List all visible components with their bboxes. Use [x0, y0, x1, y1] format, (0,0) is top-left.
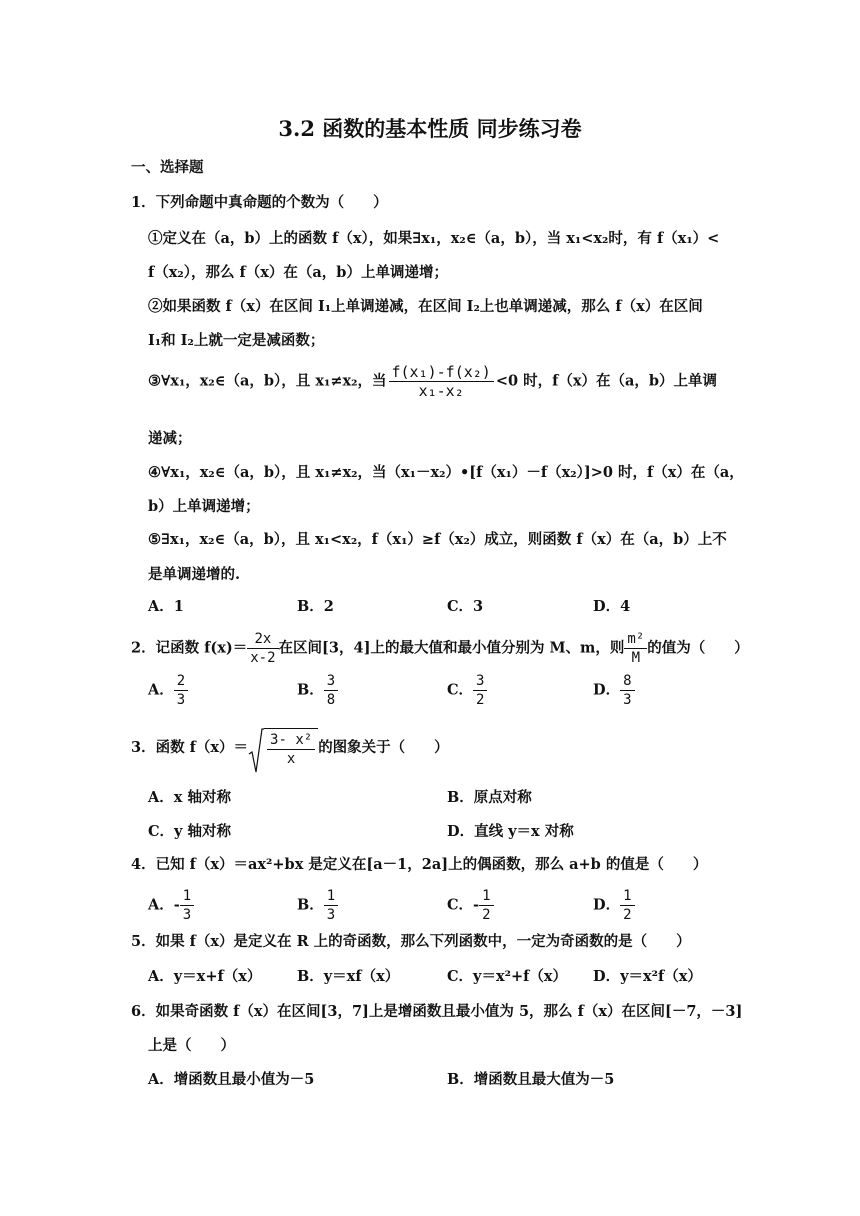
q2-option-d[interactable]	[593, 672, 635, 709]
q2-stem-middle: 在区间[3，4]上的最大值和最小值分别为 M、m，则	[278, 639, 625, 657]
q2-option-c-den: 2	[476, 692, 485, 708]
q4-option-a-sign: -	[173, 896, 180, 914]
q2-ratio-denominator: M	[631, 650, 641, 666]
document-title: 3.2 函数的基本性质 同步练习卷	[278, 116, 582, 141]
q2-option-c[interactable]	[447, 672, 487, 709]
q2-option-c-fraction	[473, 672, 487, 709]
q4-option-b-den: 3	[326, 907, 336, 923]
q4-option-d[interactable]	[593, 887, 635, 924]
q4-option-d-num: 1	[620, 887, 634, 906]
section-heading: 一、选择题	[131, 159, 204, 176]
q1-line-10: 是单调递增的.	[148, 566, 241, 583]
q2-option-b-fraction	[324, 672, 338, 709]
q1-option-c[interactable]: C．3	[447, 598, 484, 615]
q4-option-c[interactable]	[447, 887, 494, 924]
q4-option-b-fraction	[324, 887, 338, 924]
q1-line-6: 递减；	[148, 430, 192, 447]
q6-line-1: 6．如果奇函数 f（x）在区间[3，7]上是增函数且最小值为 5，那么 f（x）在区间[－7，－3]	[131, 1003, 743, 1020]
q4-option-b[interactable]	[297, 887, 338, 924]
q1-line-7: ④∀x₁，x₂∈（a，b），且 x₁≠x₂，当（x₁－x₂）•[f（x₁）－f（x₂）]>0 时，f（x）在（a，	[148, 464, 744, 481]
q2-option-c-label: C．	[447, 681, 474, 699]
q1-line-5	[148, 363, 717, 400]
q4-option-a-num: 1	[180, 887, 194, 906]
q2-option-a-fraction	[174, 672, 188, 709]
q6-option-a[interactable]: A．增函数且最小值为－5	[148, 1071, 315, 1088]
q2-option-b-num: 3	[324, 672, 338, 691]
q2-stem-end: 的值为（ ）	[647, 639, 749, 657]
q2-option-a-label: A．	[148, 681, 174, 699]
q5-option-b[interactable]: B．y＝xf（x）	[297, 968, 400, 985]
q2-option-b-label: B．	[297, 681, 324, 699]
q3-option-d[interactable]: D．直线 y＝x 对称	[447, 823, 574, 840]
q1-line-1: ①定义在（a，b）上的函数 f（x），如果∃x₁，x₂∈（a，b），当 x₁<x₂时，有 f（x₁）<	[148, 230, 720, 247]
q1-fraction-numerator: f(x₁)-f(x₂)	[389, 363, 494, 382]
q4-option-c-num: 1	[479, 887, 493, 906]
sqrt-sign-icon	[248, 728, 264, 774]
q5-option-c[interactable]: C．y＝x²+f（x）	[447, 968, 567, 985]
q2-option-d-fraction	[620, 672, 634, 709]
q1-line-5-end: <0 时，f（x）在（a，b）上单调	[495, 372, 718, 390]
q2-option-d-label: D．	[593, 681, 621, 699]
q4-option-d-label: D．	[593, 896, 621, 914]
q4-option-c-fraction	[479, 887, 493, 924]
q6-line-2: 上是（ ）	[148, 1037, 235, 1054]
q1-fraction	[389, 363, 494, 400]
q5-option-d[interactable]: D．y＝x²f（x）	[593, 968, 702, 985]
q2-option-a-num: 2	[174, 672, 188, 691]
q2-function-numerator: 2x	[247, 630, 278, 649]
q2-stem-start: 2．记函数 f(x)＝	[131, 639, 248, 657]
q4-option-d-fraction	[620, 887, 634, 924]
q2-stem	[131, 630, 749, 667]
q1-line-4: I₁和 I₂上就一定是减函数；	[148, 332, 325, 349]
q4-option-a-den: 3	[182, 907, 192, 923]
q2-option-b[interactable]	[297, 672, 338, 709]
q2-option-d-num: 8	[620, 672, 634, 691]
q4-option-d-den: 2	[623, 907, 632, 923]
q2-ratio-fraction	[624, 630, 647, 667]
q4-stem: 4．已知 f（x）＝ax²+bx 是定义在[a－1，2a]上的偶函数，那么 a+b 的值是（ ）	[131, 856, 708, 873]
q1-stem: 1．下列命题中真命题的个数为（ ）	[131, 194, 388, 211]
q3-stem-start: 3．函数 f（x）＝	[131, 739, 249, 756]
q2-ratio-numerator: m²	[624, 630, 647, 649]
q1-line-9: ⑤∃x₁，x₂∈（a，b），且 x₁<x₂，f（x₁）≥f（x₂）成立，则函数 f（x）在（a，b）上不	[148, 531, 727, 548]
q2-function-denominator: x-2	[250, 650, 276, 666]
q3-option-a[interactable]: A．x 轴对称	[148, 789, 231, 806]
q3-fraction	[267, 731, 315, 768]
q5-stem: 5．如果 f（x）是定义在 R 上的奇函数，那么下列函数中，一定为奇函数的是（ ）	[131, 933, 691, 950]
q2-option-a[interactable]	[148, 672, 188, 709]
q3-fraction-denominator: x	[286, 751, 296, 767]
q1-option-b[interactable]: B．2	[297, 598, 334, 615]
q1-line-2: f（x₂），那么 f（x）在（a，b）上单调递增；	[148, 264, 448, 281]
q2-option-a-den: 3	[176, 692, 186, 708]
q1-line-5-start: ③∀x₁，x₂∈（a，b），且 x₁≠x₂，当	[148, 372, 387, 390]
q4-option-a[interactable]	[148, 887, 194, 924]
q3-option-b[interactable]: B．原点对称	[447, 789, 532, 806]
q2-option-c-num: 3	[473, 672, 487, 691]
q3-option-c[interactable]: C．y 轴对称	[148, 823, 232, 840]
q2-option-b-den: 8	[326, 692, 336, 708]
q1-option-d[interactable]: D．4	[593, 598, 631, 615]
q4-option-c-sign: -	[473, 896, 480, 914]
q4-option-a-label: A．	[148, 896, 174, 914]
q2-option-d-den: 3	[623, 692, 632, 708]
q2-function-fraction	[247, 630, 278, 667]
q6-option-b[interactable]: B．增函数且最大值为－5	[447, 1071, 615, 1088]
q3-stem	[131, 728, 449, 768]
q4-option-c-label: C．	[447, 896, 474, 914]
q4-option-a-fraction	[180, 887, 194, 924]
q3-stem-end: 的图象关于（ ）	[318, 739, 449, 756]
q4-option-b-label: B．	[297, 896, 324, 914]
q1-fraction-denominator: x₁-x₂	[418, 382, 464, 400]
q3-sqrt	[248, 728, 318, 768]
q4-option-b-num: 1	[324, 887, 338, 906]
q5-option-a[interactable]: A．y＝x+f（x）	[148, 968, 262, 985]
q1-line-3: ②如果函数 f（x）在区间 I₁上单调递减，在区间 I₂上也单调递减，那么 f（x）在区间	[148, 298, 703, 315]
q4-option-c-den: 2	[482, 907, 491, 923]
q1-line-8: b）上单调递增；	[148, 498, 260, 515]
q1-option-a[interactable]: A．1	[148, 598, 184, 615]
q3-fraction-numerator: 3- x²	[267, 731, 315, 750]
